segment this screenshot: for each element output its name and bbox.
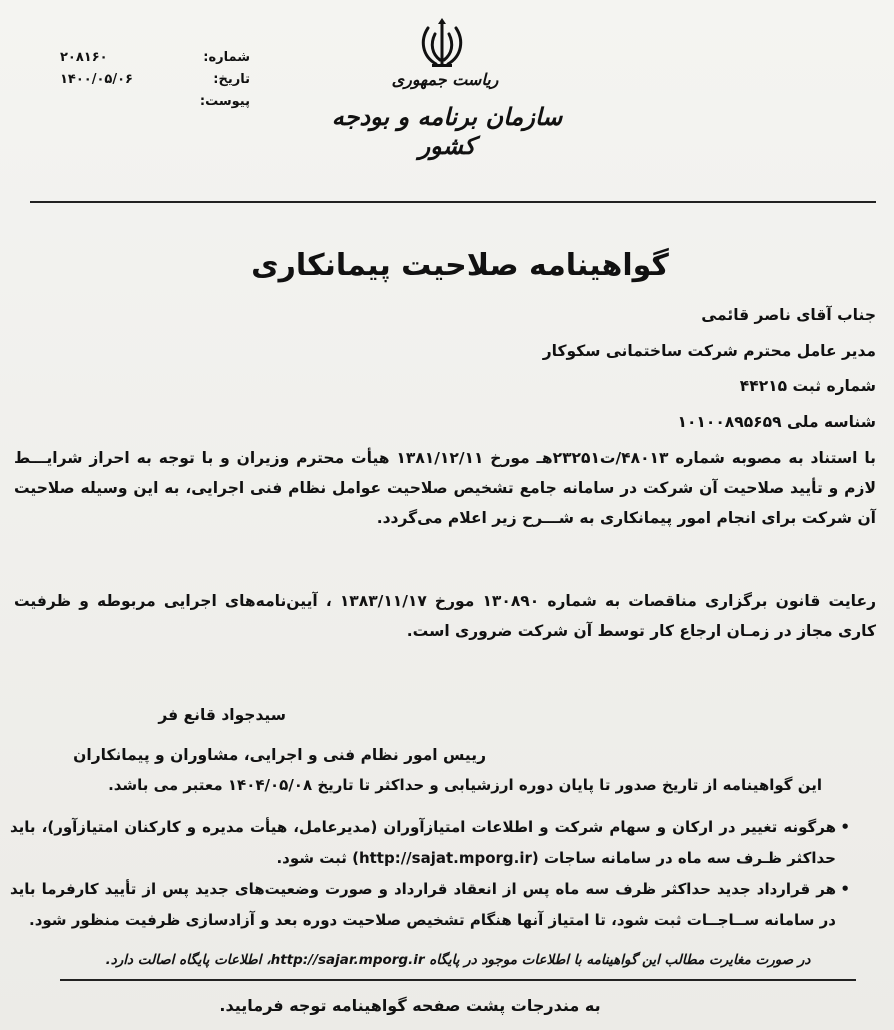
conditions-list bbox=[10, 812, 848, 936]
authenticity-note: در صورت مغایرت مطالب این گواهینامه با اطلاعات موجود در پایگاه http://sajar.mporg.ir، اطلاعات پایگاه اصالت دارد. bbox=[105, 952, 811, 968]
number-label: شماره: bbox=[203, 49, 250, 65]
paragraph-tender-law: رعایت قانون برگزاری مناقصات به شماره ۱۳۰۸۹۰ مورخ ۱۳۸۳/۱۱/۱۷ ، آیین‌نامه‌های اجرایی مربوطه و ظرفیت کاری مجاز در زمـان ارجاع کار توسط آن شرکت ضروری است. bbox=[14, 592, 877, 640]
number-value: ۲۰۸۱۶۰ bbox=[60, 49, 108, 65]
presidency-title: ریاست جمهوری bbox=[391, 70, 499, 89]
footer-notice: به مندرجات پشت صفحه گواهینامه توجه فرمایید. bbox=[219, 996, 601, 1015]
page-title: گواهینامه صلاحیت پیمانکاری bbox=[251, 248, 669, 283]
signer-name: سیدجواد قانع فر bbox=[158, 706, 286, 724]
national-id: شناسه ملی ۱۰۱۰۰۸۹۵۶۵۹ bbox=[677, 413, 876, 431]
note-underline bbox=[60, 979, 856, 981]
letter-meta bbox=[60, 46, 250, 112]
iran-emblem-icon bbox=[414, 14, 470, 70]
date-label: تاریخ: bbox=[213, 71, 250, 87]
signer-title: رییس امور نظام فنی و اجرایی، مشاوران و پیمانکاران bbox=[73, 746, 486, 764]
header-divider bbox=[30, 201, 876, 203]
paragraph-legal-basis: با استناد به مصوبه شماره ۴۸۰۱۳/ت۲۳۲۵۱هـ مورخ ۱۳۸۱/۱۲/۱۱ هیأت محترم وزیران و با توجه به احراز شرایـــط لازم و تأیید صلاحیت آن شرکت در سامانه جامع تشخیص صلاحیت عوامل نظام فنی اجرایی، به این وسیله صلاحیت آن شرکت برای انجام امور پیمانکاری به شـــرح زیر اعلام می‌گردد. bbox=[14, 449, 876, 527]
validity-statement: این گواهینامه از تاریخ صدور تا پایان دوره ارزشیابی و حداکثر تا تاریخ ۱۴۰۴/۰۵/۰۸ معتبر می باشد. bbox=[108, 776, 822, 794]
date-row bbox=[60, 68, 250, 90]
attachment-row bbox=[60, 90, 250, 112]
date-value: ۱۴۰۰/۰۵/۰۶ bbox=[60, 71, 133, 87]
recipient-greeting: جناب آقای ناصر قائمی bbox=[701, 306, 876, 324]
recipient-position: مدیر عامل محترم شرکت ساختمانی سکوکار bbox=[542, 342, 876, 360]
registration-number: شماره ثبت ۴۴۲۱۵ bbox=[739, 377, 876, 395]
list-item: • هرگونه تغییر در ارکان و سهام شرکت و اطلاعات امتیازآوران (مدیرعامل، هیأت مدیره و کارکنان امتیازآور)، باید حداکثر ظـرف سه ماه در سامانه ساجات (http://sajat.mporg.ir) ثبت شود. bbox=[10, 812, 848, 874]
attachment-label: پیوست: bbox=[199, 93, 250, 109]
number-row bbox=[60, 46, 250, 68]
organization-title: سازمان برنامه و بودجه کشور bbox=[331, 102, 563, 160]
list-item: • هر قرارداد جدید حداکثر ظرف سه ماه پس از انعقاد قرارداد و صورت وضعیت‌های جدید پس از تأیید کارفرما باید در سامانه ســاجــات ثبت شود، تا امتیاز آنها هنگام تشخیص صلاحیت دوره بعد و آزادسازی ظرفیت منظور شود. bbox=[10, 874, 848, 936]
